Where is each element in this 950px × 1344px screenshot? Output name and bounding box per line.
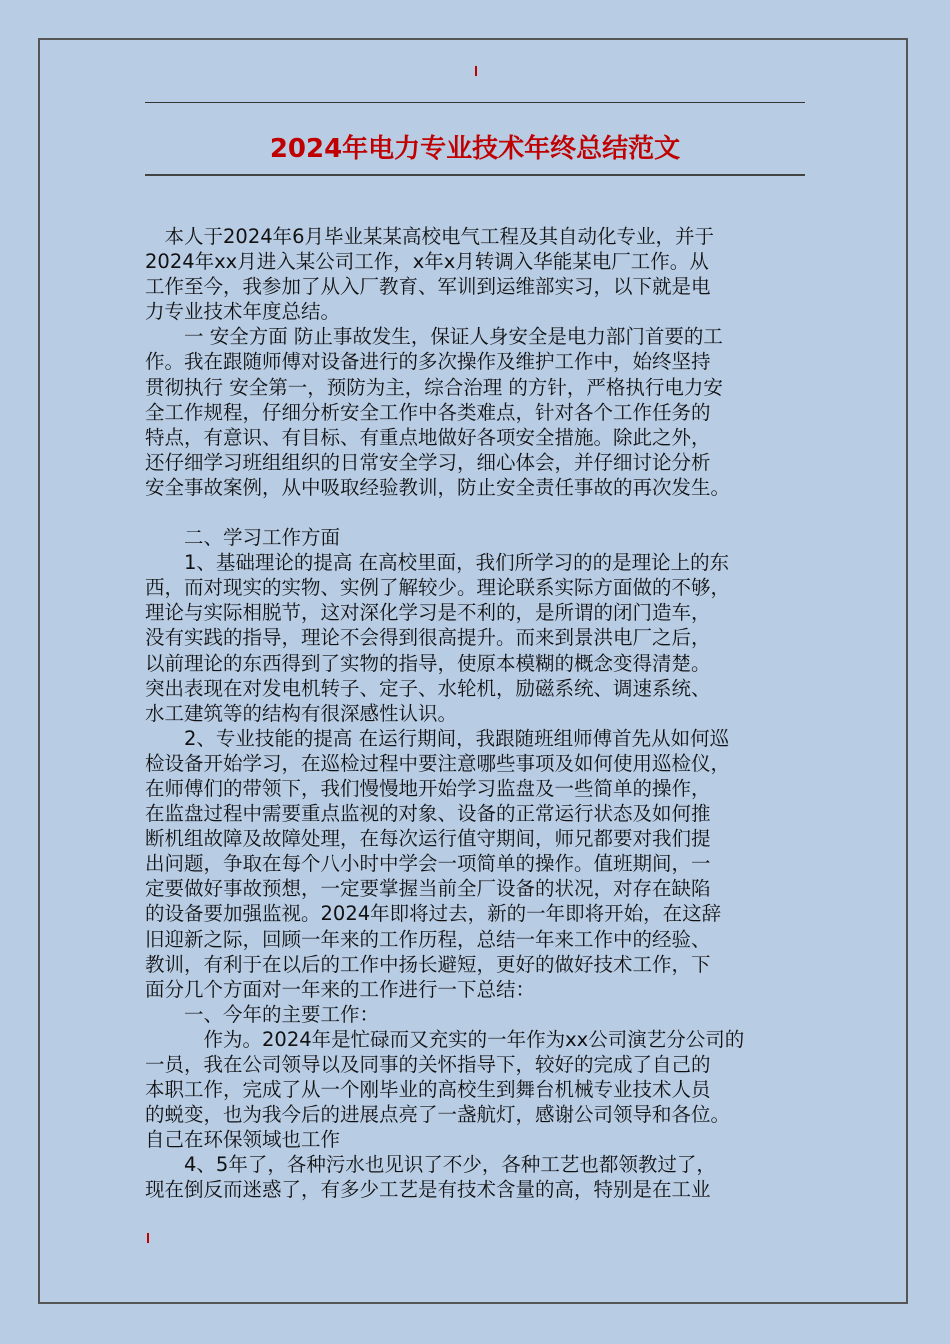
body-line: 水工建筑等的结构有很深感性认识。 <box>145 701 458 725</box>
body-line: 一、今年的主要工作： <box>145 1002 380 1026</box>
body-line: 定要做好事故预想，一定要掌握当前全厂设备的状况，对存在缺陷 <box>145 877 711 901</box>
body-line: 还仔细学习班组组织的日常安全学习，细心体会，并仔细讨论分析 <box>145 450 711 474</box>
body-line: 贯彻执行 安全第一，预防为主，综合治理 的方针，严格执行电力安 <box>145 375 723 399</box>
body-line: 教训，有利于在以后的工作中扬长避短，更好的做好技术工作，下 <box>145 952 711 976</box>
body-line: 工作至今，我参加了从入厂教育、军训到运维部实习，以下就是电 <box>145 275 711 299</box>
body-line: 在监盘过程中需要重点监视的对象、设备的正常运行状态及如何推 <box>145 802 711 826</box>
body-line: 断机组故障及故障处理，在每次运行值守期间，师兄都要对我们提 <box>145 827 711 851</box>
body-line: 面分几个方面对一年来的工作进行一下总结： <box>145 977 536 1001</box>
document-title: 2024年电力专业技术年终总结范文 <box>269 134 681 164</box>
body-line: 在师傅们的带领下，我们慢慢地开始学习监盘及一些简单的操作， <box>145 776 711 800</box>
body-line <box>145 500 817 525</box>
body-line: 的蜕变，也为我今后的进展点亮了一盏航灯，感谢公司领导和各位。 <box>145 1103 731 1127</box>
body-line: 1、基础理论的提高 在高校里面，我们所学习的的是理论上的东 <box>145 551 730 575</box>
footer-mark <box>147 1233 149 1243</box>
body-line: 突出表现在对发电机转子、定子、水轮机，励磁系统、调速系统、 <box>145 676 711 700</box>
body-line: 作为。2024年是忙碌而又充实的一年作为xx公司演艺分公司的 <box>145 1027 745 1051</box>
body-line: 全工作规程，仔细分析安全工作中各类难点，针对各个工作任务的 <box>145 400 711 424</box>
body-line: 现在倒反而迷惑了，有多少工艺是有技术含量的高，特别是在工业 <box>145 1178 711 1202</box>
body-line: 一 安全方面 防止事故发生，保证人身安全是电力部门首要的工 <box>145 325 723 349</box>
body-line: 旧迎新之际，回顾一年来的工作历程，总结一年来工作中的经验、 <box>145 927 711 951</box>
header-mark <box>475 66 477 76</box>
title-rule <box>145 174 805 176</box>
body-line: 的设备要加强监视。2024年即将过去，新的一年即将开始，在这辞 <box>145 902 722 926</box>
body-line: 检设备开始学习，在巡检过程中要注意哪些事项及如何使用巡检仪， <box>145 751 731 775</box>
document-body <box>145 224 817 1203</box>
body-line: 出问题，争取在每个八小时中学会一项简单的操作。值班期间，一 <box>145 852 711 876</box>
body-line: 以前理论的东西得到了实物的指导，使原本模糊的概念变得清楚。 <box>145 651 711 675</box>
body-line: 理论与实际相脱节，这对深化学习是不利的，是所谓的闭门造车， <box>145 601 711 625</box>
body-line: 安全事故案例，从中吸取经验教训，防止安全责任事故的再次发生。 <box>145 475 731 499</box>
body-line: 二、学习工作方面 <box>145 526 341 550</box>
body-line: 没有实践的指导，理论不会得到很高提升。而来到景洪电厂之后， <box>145 626 711 650</box>
body-line: 本职工作，完成了从一个刚毕业的高校生到舞台机械专业技术人员 <box>145 1078 711 1102</box>
body-line: 西，而对现实的实物、实例了解较少。理论联系实际方面做的不够， <box>145 576 731 600</box>
body-line: 自己在环保领域也工作 <box>145 1128 341 1152</box>
body-line: 作。我在跟随师傅对设备进行的多次操作及维护工作中，始终坚持 <box>145 350 711 374</box>
body-line: 力专业技术年度总结。 <box>145 300 341 324</box>
header-rule <box>145 102 805 103</box>
body-line: 一员，我在公司领导以及同事的关怀指导下，较好的完成了自己的 <box>145 1053 711 1076</box>
body-line: 2、专业技能的提高 在运行期间，我跟随班组师傅首先从如何巡 <box>145 726 730 750</box>
body-line: 本人于2024年6月毕业某某高校电气工程及其自动化专业，并于 <box>145 225 715 248</box>
body-line: 特点，有意识、有目标、有重点地做好各项安全措施。除此之外， <box>145 425 711 449</box>
body-line: 2024年xx月进入某公司工作，x年x月转调入华能某电厂工作。从 <box>145 250 709 274</box>
body-line: 4、5年了，各种污水也见识了不少，各种工艺也都领教过了， <box>145 1153 716 1177</box>
